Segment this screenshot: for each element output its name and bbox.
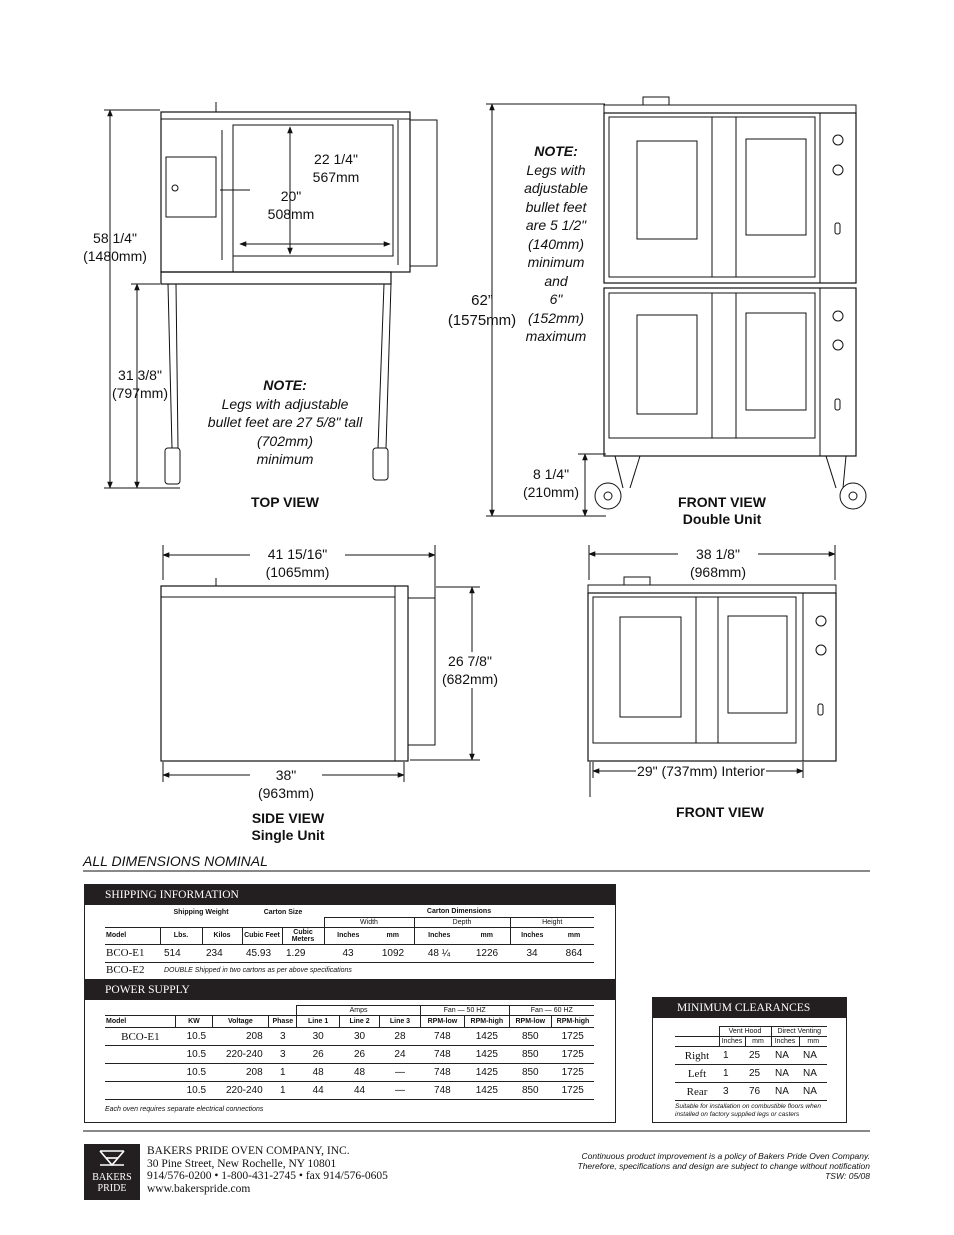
leg-height-label	[100, 366, 180, 402]
note-line: minimum	[527, 254, 585, 270]
table-cell: BCO-E2	[106, 964, 145, 977]
logo-text: BAKERS	[92, 1172, 132, 1183]
table-cell: 48 ¼	[427, 947, 451, 959]
footnote-line: Suitable for installation on combustible floors when	[675, 1103, 821, 1110]
total-height-mm: (1480mm)	[83, 248, 147, 264]
power-footnote: Each oven requires separate electrical connections	[105, 1106, 264, 1113]
table-cell: 26	[354, 1049, 366, 1060]
power-rows	[105, 1028, 594, 1100]
disclaimer-line: Therefore, specifications and design are subject to change without notification	[577, 1161, 870, 1171]
double-height-label	[440, 291, 524, 331]
table-row	[105, 962, 594, 978]
disclaimer	[540, 1151, 870, 1181]
table-cell: 3	[280, 1031, 286, 1042]
table-cell: 748	[434, 1085, 451, 1096]
logo-text: PRIDE	[97, 1183, 127, 1194]
double-shipping-note: DOUBLE Shipped in two cartons as per above specifications	[164, 966, 352, 974]
inner-width-label	[256, 187, 326, 223]
header-shipping-weight: Shipping Weight	[173, 908, 229, 916]
col-header: Phase	[269, 1016, 297, 1028]
crown-icon	[97, 1149, 127, 1167]
note-line: are 5 1/2"	[525, 217, 587, 233]
table-cell: 850	[521, 1067, 539, 1078]
side-width-mm: (1065mm)	[265, 564, 330, 580]
col-header: Cubic Meters	[282, 927, 324, 944]
table-cell: 1725	[561, 1067, 584, 1078]
note-line: 6"	[549, 291, 563, 307]
clearance-rows	[675, 1047, 827, 1101]
table-row	[675, 1083, 827, 1101]
clearances-footnote	[675, 1103, 821, 1119]
table-cell: 25	[749, 1050, 761, 1061]
shipping-panel	[84, 884, 616, 980]
table-cell: 48	[312, 1067, 324, 1078]
inner-width-in: 20"	[280, 188, 302, 204]
col-header: mm	[799, 1037, 827, 1047]
note-line: bullet feet	[525, 198, 587, 215]
table-cell: Right	[684, 1049, 710, 1062]
col-header: mm	[372, 927, 414, 944]
note-line: and	[544, 272, 568, 289]
company-name: BAKERS PRIDE OVEN COMPANY, INC.	[147, 1145, 350, 1157]
side-depth-label	[250, 766, 322, 802]
table-cell: NA	[803, 1050, 817, 1061]
col-header: Voltage	[212, 1016, 269, 1028]
table-cell: Left	[687, 1067, 707, 1080]
side-height-label	[437, 652, 503, 688]
table-cell: 850	[521, 1049, 539, 1060]
interior-width-label: 29" (737mm) Interior	[637, 763, 765, 779]
side-depth-in: 38"	[275, 767, 297, 783]
side-depth-mm: (963mm)	[257, 785, 314, 801]
table-cell: 1	[723, 1068, 729, 1079]
table-cell: 208	[245, 1031, 263, 1042]
side-width-in: 41 15/16"	[267, 546, 328, 562]
table-cell	[105, 1064, 176, 1082]
col-header: Inches	[771, 1037, 799, 1047]
table-cell: 514	[164, 947, 181, 959]
table-cell: 850	[521, 1085, 539, 1096]
side-height-mm: (682mm)	[441, 671, 498, 687]
header-carton-dims: Carton Dimensions	[426, 908, 492, 916]
table-cell	[105, 1082, 176, 1100]
double-leg-in: 8 1/4"	[532, 466, 570, 482]
note-line: (702mm)	[256, 432, 313, 449]
col-header: Cubic Feet	[242, 927, 282, 944]
phone-numbers: 914/576-0200 • 1-800-431-2745 • fax 914/576-0605	[147, 1170, 388, 1182]
col-header: RPM-high	[465, 1016, 509, 1028]
double-leg-label	[516, 465, 586, 501]
shipping-title: SHIPPING INFORMATION	[85, 885, 615, 905]
col-header: Model	[105, 1016, 176, 1028]
shipping-table	[105, 907, 594, 978]
note-line: Legs with	[526, 161, 586, 178]
col-header: RPM-high	[552, 1016, 595, 1028]
caption-line: FRONT VIEW	[678, 494, 766, 510]
side-view-caption	[228, 810, 348, 844]
table-cell: 1425	[475, 1049, 498, 1060]
col-header: Line 2	[339, 1016, 379, 1028]
power-title: POWER SUPPLY	[85, 980, 615, 1000]
table-cell: 748	[434, 1049, 451, 1060]
col-header: Inches	[414, 927, 464, 944]
table-cell: 76	[749, 1086, 761, 1097]
note-line: (140mm)	[527, 235, 584, 252]
front-single-drawing	[588, 545, 836, 797]
bakers-pride-logo	[84, 1144, 140, 1200]
front-double-caption	[662, 494, 782, 528]
col-header: RPM-low	[420, 1016, 464, 1028]
note-title: NOTE:	[263, 377, 307, 393]
table-cell: 44	[354, 1085, 366, 1096]
side-height-in: 26 7/8"	[448, 653, 492, 669]
table-cell: 1226	[475, 947, 499, 959]
note-title: NOTE:	[534, 143, 578, 159]
disclaimer-line: Continuous product improvement is a policy of Bakers Pride Oven Company.	[581, 1151, 870, 1161]
col-header: Inches	[324, 927, 372, 944]
table-cell: 1725	[561, 1049, 584, 1060]
table-cell: NA	[775, 1050, 789, 1061]
note-line: adjustable	[524, 180, 588, 196]
header-fan-60: Fan — 60 HZ	[509, 1006, 594, 1016]
col-header: Inches	[719, 1037, 745, 1047]
col-header: Line 3	[380, 1016, 420, 1028]
col-header: Model	[105, 927, 160, 944]
table-row	[675, 1065, 827, 1083]
table-cell: 208	[245, 1067, 263, 1078]
company-address	[147, 1145, 388, 1195]
double-height-in: 62”	[471, 292, 493, 309]
single-width-label	[678, 545, 758, 581]
table-row	[105, 1028, 594, 1046]
col-header: mm	[464, 927, 510, 944]
header-amps: Amps	[297, 1006, 420, 1016]
total-height-in: 58 1/4"	[93, 230, 137, 246]
caption-line: Single Unit	[251, 827, 325, 843]
table-cell: 1425	[475, 1067, 498, 1078]
header-width: Width	[324, 917, 414, 927]
table-cell: 748	[434, 1067, 451, 1078]
side-width-label	[250, 545, 345, 581]
table-cell: NA	[775, 1086, 789, 1097]
table-cell: 24	[394, 1049, 406, 1060]
col-header: mm	[554, 927, 594, 944]
table-cell: BCO-E1	[106, 947, 145, 959]
col-header: Kilos	[202, 927, 242, 944]
front-double-note	[516, 142, 596, 346]
table-cell: 30	[354, 1031, 366, 1042]
table-cell: 220-240	[225, 1049, 263, 1060]
footnote-line: installed on factory supplied legs or casters	[675, 1111, 800, 1118]
inner-depth-in: 22 1/4"	[314, 151, 358, 167]
table-cell: 10.5	[186, 1067, 207, 1078]
table-cell: 1725	[561, 1031, 584, 1042]
table-cell: 45.93	[246, 947, 272, 959]
table-cell: 234	[206, 947, 223, 959]
table-cell: Rear	[686, 1085, 708, 1098]
table-cell: 1	[280, 1067, 286, 1078]
website-link: www.bakerspride.com	[147, 1182, 251, 1195]
table-row	[105, 944, 594, 962]
table-row	[675, 1047, 827, 1065]
clearances-table	[675, 1026, 827, 1101]
table-cell: 1425	[475, 1031, 498, 1042]
table-cell: 28	[394, 1031, 406, 1042]
header-height: Height	[510, 917, 594, 927]
table-cell: 10.5	[186, 1031, 207, 1042]
table-cell: 43	[342, 947, 354, 959]
table-cell: —	[394, 1085, 405, 1096]
header-direct-venting: Direct Venting	[771, 1027, 827, 1037]
table-cell: 25	[749, 1068, 761, 1079]
table-cell: 850	[521, 1031, 539, 1042]
top-view-caption: TOP VIEW	[251, 494, 319, 510]
table-cell: 30	[312, 1031, 324, 1042]
power-table	[105, 1005, 594, 1100]
table-cell: 1425	[475, 1085, 498, 1096]
table-cell: 44	[312, 1085, 324, 1096]
table-cell: 26	[312, 1049, 324, 1060]
note-line: minimum	[256, 451, 314, 467]
table-cell: 1092	[381, 947, 405, 959]
col-header: KW	[176, 1016, 212, 1028]
table-cell: 864	[565, 947, 583, 959]
table-cell: 48	[354, 1067, 366, 1078]
table-cell: NA	[803, 1086, 817, 1097]
leg-height-in: 31 3/8"	[118, 367, 162, 383]
clearances-panel	[652, 997, 847, 1123]
leg-height-mm: (797mm)	[111, 385, 168, 401]
single-width-in: 38 1/8"	[696, 546, 740, 562]
power-panel	[84, 979, 616, 1123]
header-depth: Depth	[414, 917, 510, 927]
caption-line: Double Unit	[682, 511, 762, 527]
street-address: 30 Pine Street, New Rochelle, NY 10801	[147, 1157, 337, 1170]
col-header: Line 1	[297, 1016, 339, 1028]
note-line: Legs with adjustable	[221, 395, 349, 412]
col-header: Lbs.	[160, 927, 202, 944]
table-cell: 1	[723, 1050, 729, 1061]
table-cell: 1725	[561, 1085, 584, 1096]
note-line: (152mm)	[527, 309, 584, 326]
col-header: RPM-low	[509, 1016, 551, 1028]
header-carton-size: Carton Size	[263, 908, 303, 916]
col-header: Inches	[510, 927, 554, 944]
caption-line: SIDE VIEW	[251, 810, 325, 826]
table-cell: 1.29	[286, 947, 306, 959]
inner-depth-mm: 567mm	[312, 169, 360, 185]
table-row	[105, 1064, 594, 1082]
table-cell: —	[394, 1067, 405, 1078]
table-cell: NA	[775, 1068, 789, 1079]
table-cell: 3	[723, 1086, 729, 1097]
table-row	[105, 1046, 594, 1064]
front-single-caption: FRONT VIEW	[676, 804, 764, 820]
table-cell: 34	[526, 947, 538, 959]
note-line: bullet feet are 27 5/8" tall	[207, 414, 363, 430]
table-cell: 220-240	[225, 1085, 263, 1096]
table-cell: BCO-E1	[121, 1030, 160, 1043]
header-vent-hood: Vent Hood	[719, 1027, 771, 1037]
table-cell: NA	[803, 1068, 817, 1079]
table-cell: 3	[280, 1049, 286, 1060]
all-dimensions-note: ALL DIMENSIONS NOMINAL	[83, 853, 268, 869]
double-leg-mm: (210mm)	[522, 484, 579, 500]
single-width-mm: (968mm)	[689, 564, 746, 580]
table-cell: 748	[434, 1031, 451, 1042]
table-cell	[105, 1046, 176, 1064]
header-fan-50: Fan — 50 HZ	[420, 1006, 509, 1016]
document-code: TSW: 05/08	[825, 1171, 870, 1181]
inner-width-mm: 508mm	[267, 206, 315, 222]
table-cell: 1	[280, 1085, 286, 1096]
table-row	[105, 1082, 594, 1100]
table-cell: 10.5	[186, 1049, 207, 1060]
table-cell: 10.5	[186, 1085, 207, 1096]
double-height-mm: (1575mm)	[447, 312, 517, 329]
col-header: mm	[745, 1037, 771, 1047]
total-height-label	[75, 229, 155, 265]
top-view-note	[195, 376, 375, 469]
note-line: maximum	[525, 328, 587, 344]
inner-depth-label	[296, 150, 376, 186]
clearances-title: MINIMUM CLEARANCES	[653, 998, 846, 1018]
